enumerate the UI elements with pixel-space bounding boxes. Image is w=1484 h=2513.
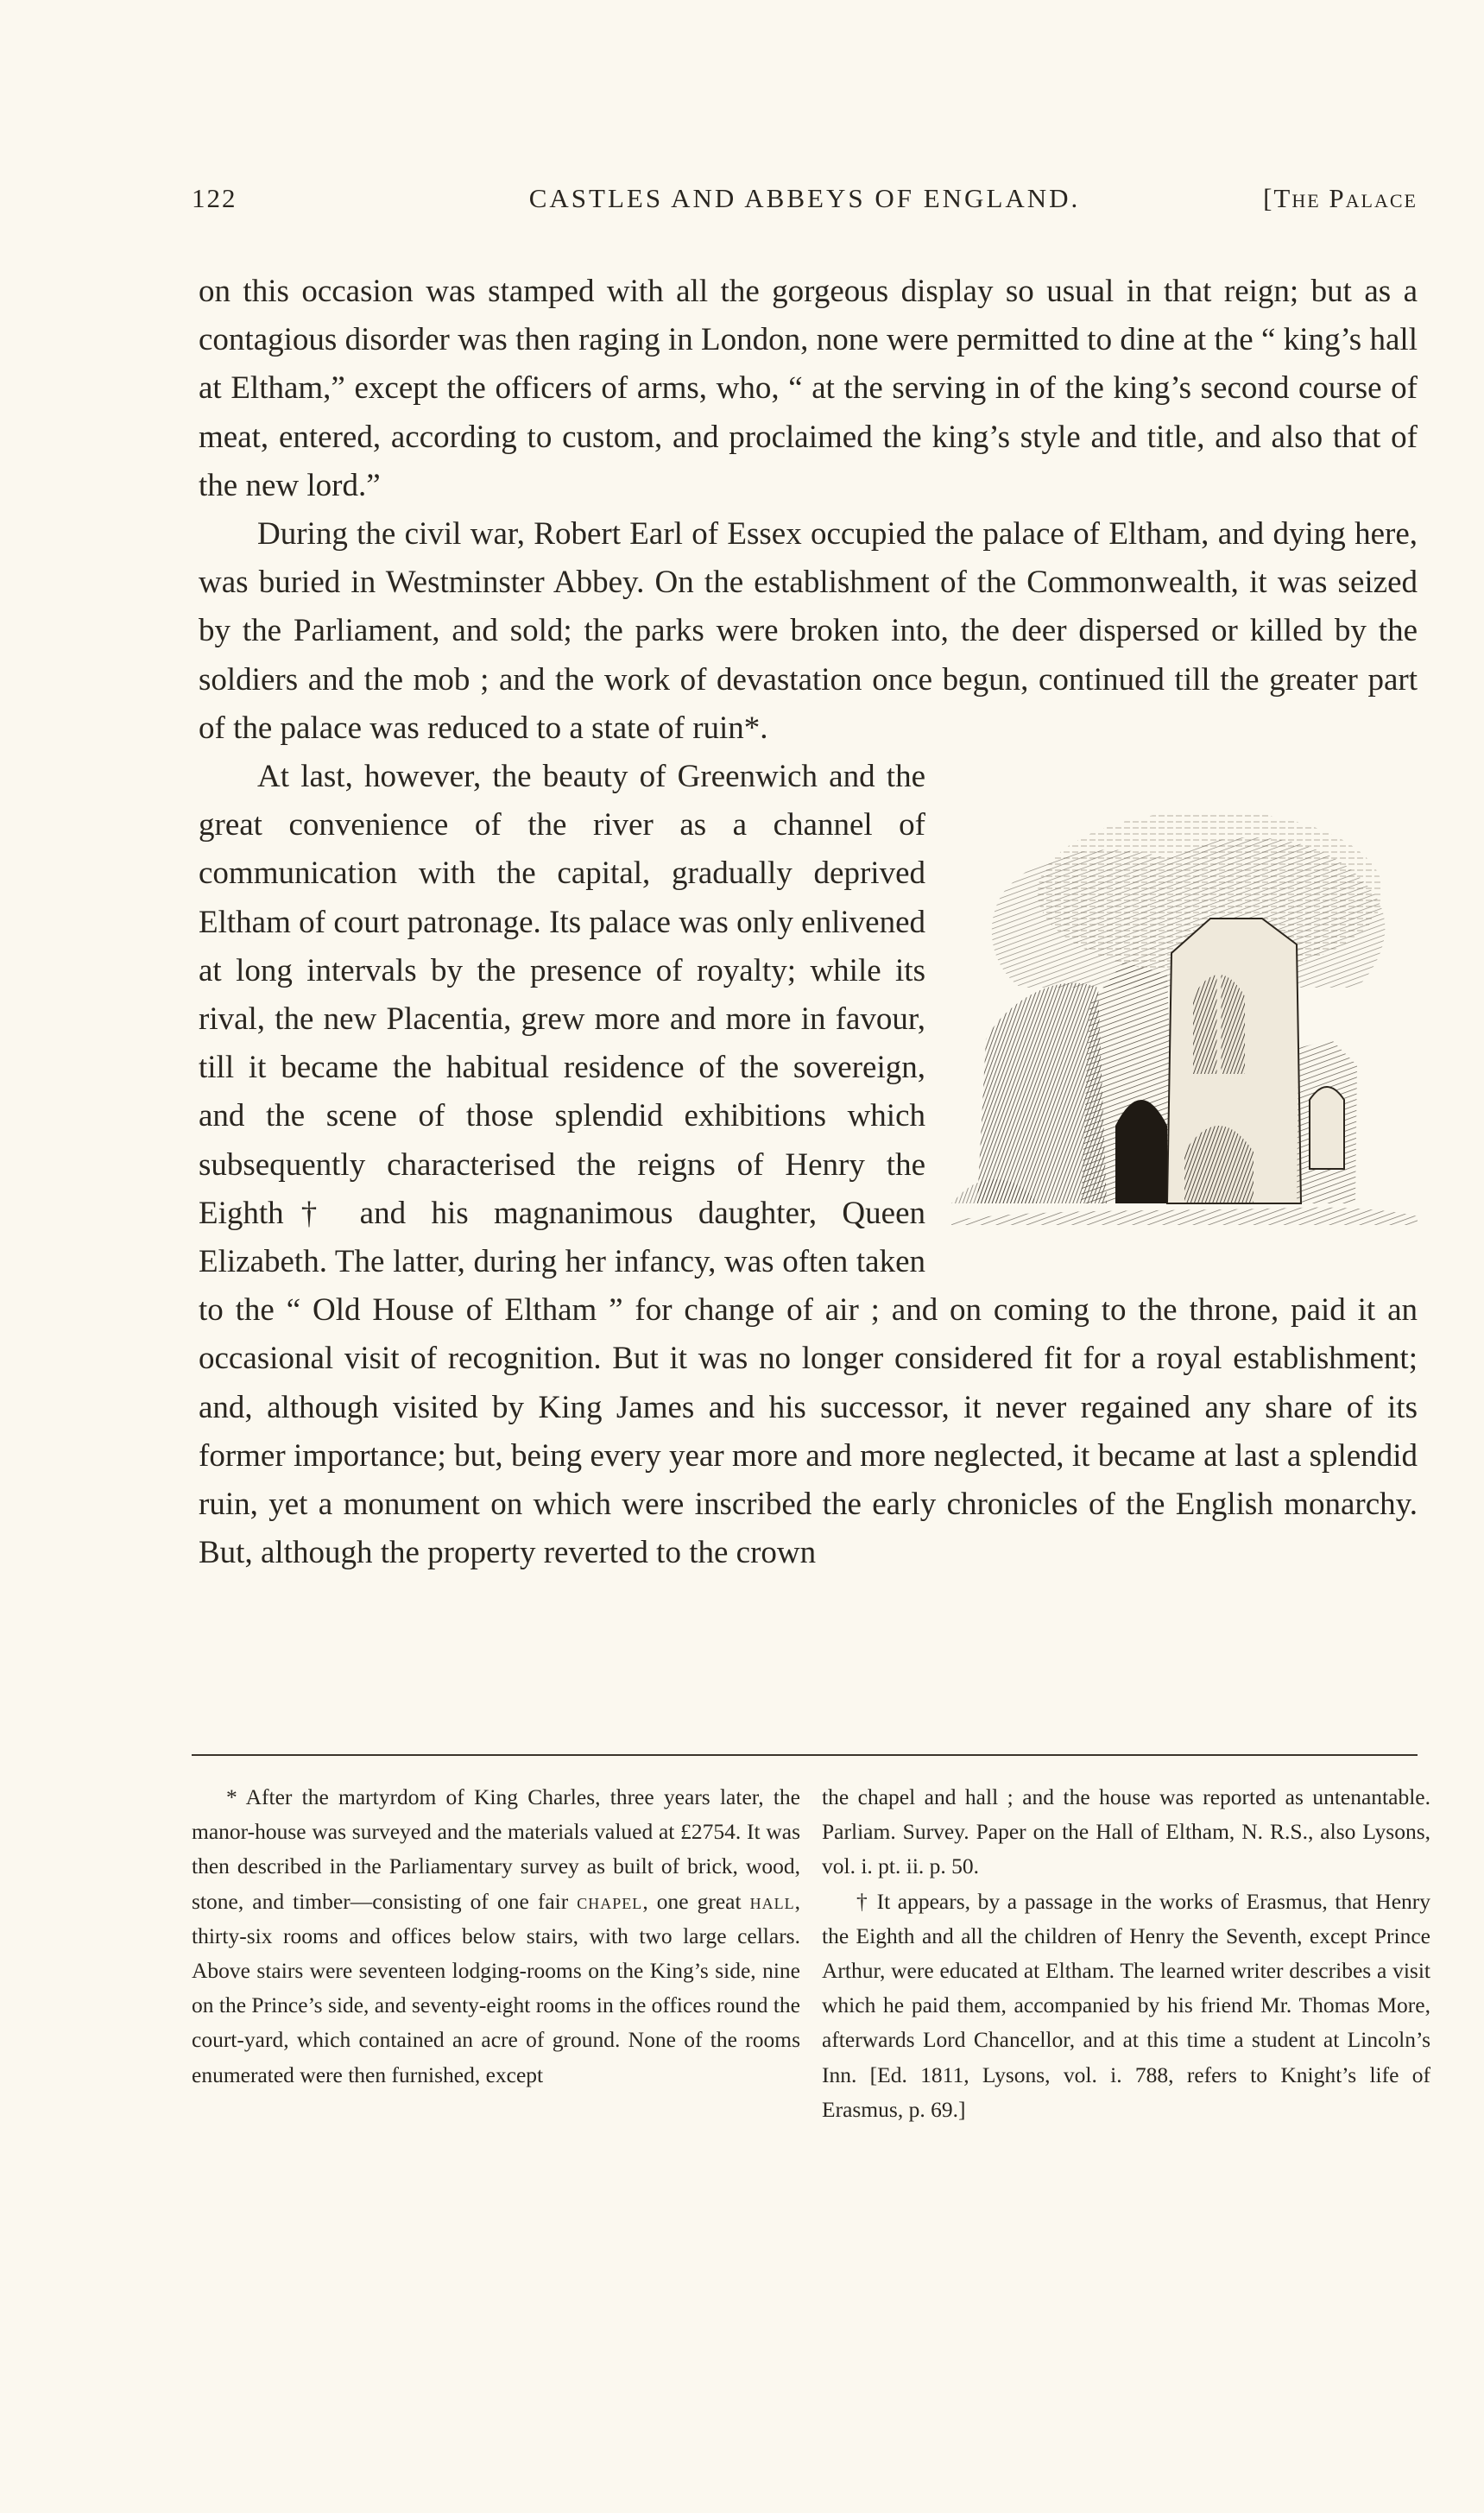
paragraph-3: At last, however, the beauty of Greenwich and the great convenience of the river as a channel of communication with the capital, gradually deprived Eltham of court patronage. Its palace was only enlivened at long intervals by the presence of royalty; while its rival, the new Placentia, grew more and more in favour, till it became the habitual residence of the sovereign, and the scene of those splendid exhibitions which subsequently characterised the reigns of Henry the Eighth† and his magnanimous daughter, Queen Elizabeth. The latter, during her infancy, was often taken to the “ Old House of Eltham ” for change of air ; and on coming to the throne, paid it an occasional visit of recognition. But it was no longer considered fit for a royal establishment; and, although visited by King James and his successor, it never regained any share of its former importance; but, being every year more and more neglected, it became at last a splendid ruin, yet a monument on which were inscribed the early chronicles of the English monarchy. But, although the property reverted to the crown (199, 759, 1418, 1571)
footnote-rule (192, 1754, 1418, 1756)
small-caps-chapel: chapel (577, 1888, 643, 1914)
page-number: 122 (192, 183, 237, 213)
section-heading: [The Palace (1263, 183, 1418, 213)
ruin-engraving (951, 789, 1418, 1281)
paragraph-1: on this occasion was stamped with all the gorgeous display so usual in that reign; but as a contagious disorder was then raging in London, none were permitted to dine at the “ king’s hall at Eltham,” except the officers of arms, who, “ at the serving in of the king’s second course of meat, entered, according to custom, and proclaimed the king’s style and title, and also that of the new lord.” (199, 274, 1418, 503)
main-text (199, 268, 1418, 1577)
footnote-star-continued: the chapel and hall ; and the house was reported as untenantable. Parliam. Survey. Paper on the Hall of Eltham, N. R.S., also Lysons, vol. i. pt. ii. p. 50. (822, 1784, 1430, 1879)
ruin-engraving-drawing (951, 789, 1418, 1255)
small-caps-hall: hall (749, 1888, 795, 1914)
footnote-dagger: † It appears, by a passage in the works of Erasmus, that Henry the Eighth and all the children of Henry the Seventh, except Prince Arthur, were educated at Eltham. The learned writer describes a visit which he paid them, accompanied by his friend Mr. Thomas More, afterwards Lord Chancellor, and at this time a student at Lincoln’s Inn. [Ed. 1811, Lysons, vol. i. 788, refers to Knight’s life of Erasmus, p. 69.] (822, 1888, 1430, 2122)
footnote-column-left (192, 1780, 800, 2093)
footnote-star: * After the martyrdom of King Charles, three years later, the manor-house was surveyed and the materials valued at £2754. It was then described in the Parliamentary survey as built of brick, wood, stone, and timber—consisting of one fair chapel, one great hall, thirty-six rooms and offices below stairs, with two large cellars. Above stairs were seventeen lodging-rooms on the King’s side, nine on the Prince’s side, and seventy-eight rooms in the offices round the court-yard, which contained an acre of ground. None of the rooms enumerated were then furnished, except (192, 1784, 801, 2087)
running-title: CASTLES AND ABBEYS OF ENGLAND. (528, 183, 1081, 213)
running-header (192, 183, 1418, 228)
footnote-column-right (822, 1780, 1430, 2127)
paragraph-2: During the civil war, Robert Earl of Essex occupied the palace of Eltham, and dying here, was buried in Westminster Abbey. On the establishment of the Commonwealth, it was seized by the Parliament, and sold; the parks were broken into, the deer dispersed or killed by the soldiers and the mob ; and the work of devastation once begun, continued till the greater part of the palace was reduced to a state of ruin*. (199, 516, 1418, 746)
